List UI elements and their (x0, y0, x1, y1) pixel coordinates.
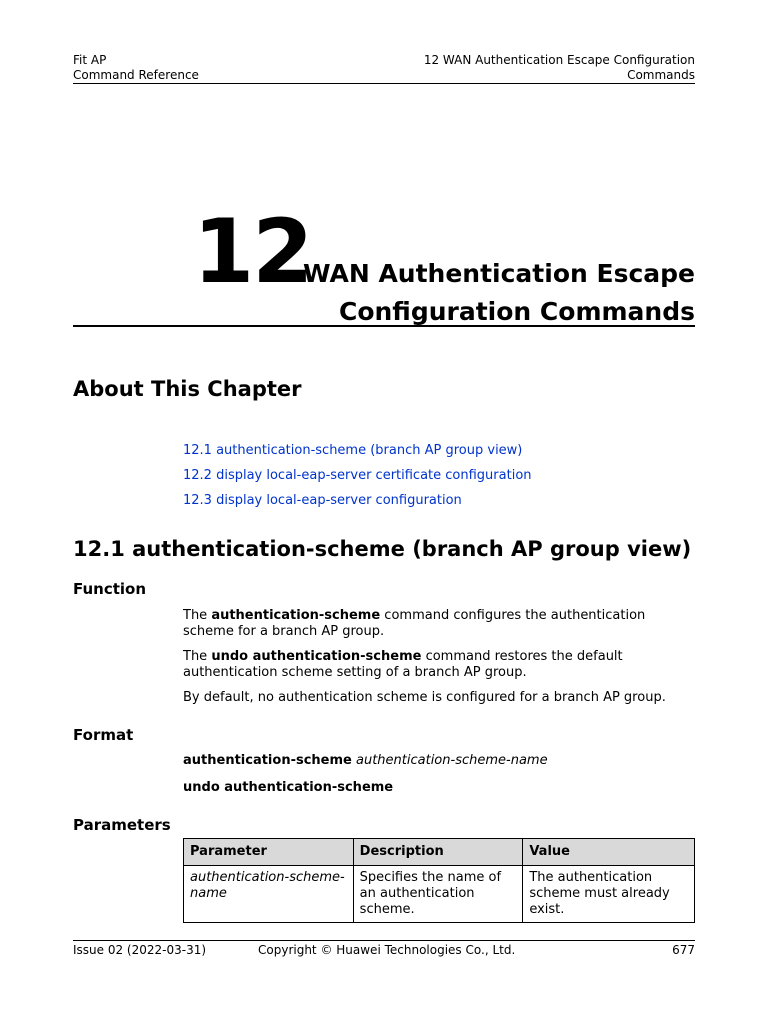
header-product: Fit AP (73, 53, 107, 67)
format-line-1 (183, 753, 695, 769)
function-heading: Function (73, 580, 147, 598)
parameters-heading: Parameters (73, 816, 171, 834)
chapter-number: 12 (193, 200, 312, 303)
format-line-2 (183, 780, 695, 796)
function-paragraph-2 (183, 649, 695, 681)
toc-link-12-3[interactable]: 12.3 display local-eap-server configuration (183, 493, 462, 508)
parameters-table (183, 838, 695, 923)
function-p1-command: authentication-scheme (211, 608, 381, 623)
chapter-toc (183, 442, 532, 517)
footer-issue: Issue 02 (2022-03-31) (73, 943, 207, 957)
function-p2-command: undo authentication-scheme (211, 649, 422, 664)
function-p1-pre: The (183, 608, 212, 623)
function-paragraph-3: By default, no authentication scheme is configured for a branch AP group. (183, 690, 666, 705)
header-chapter-line1: 12 WAN Authentication Escape Configuration (423, 53, 695, 67)
footer-divider (73, 940, 695, 941)
col-header-value: Value (523, 839, 695, 866)
function-p2-post: command restores the default authentication scheme setting of a branch AP group. (183, 649, 623, 680)
format-command: authentication-scheme (183, 753, 352, 768)
running-header-right (424, 53, 695, 83)
col-header-parameter: Parameter (184, 839, 354, 866)
footer-page-number: 677 (672, 943, 695, 957)
header-doc-type: Command Reference (73, 68, 199, 82)
function-p2-pre: The (183, 649, 212, 664)
table-row (184, 866, 695, 923)
function-paragraph-1 (183, 608, 695, 640)
cell-value: The authentication scheme must already exist. (523, 866, 695, 923)
about-chapter-heading: About This Chapter (73, 377, 302, 401)
col-header-description: Description (353, 839, 523, 866)
header-chapter-line2: Commands (627, 68, 695, 82)
format-undo-command: undo authentication-scheme (183, 780, 394, 795)
toc-link-12-1[interactable]: 12.1 authentication-scheme (branch AP group view) (183, 443, 523, 458)
toc-link-12-2[interactable]: 12.2 display local-eap-server certificate configuration (183, 468, 532, 483)
function-p1-post: command configures the authentication scheme for a branch AP group. (183, 608, 646, 639)
chapter-divider (73, 325, 695, 327)
section-heading: 12.1 authentication-scheme (branch AP group view) (73, 537, 692, 561)
running-header-left (73, 53, 199, 83)
cell-description: Specifies the name of an authentication scheme. (353, 866, 523, 923)
table-header-row (184, 839, 695, 866)
format-argument: authentication-scheme-name (356, 753, 548, 768)
format-heading: Format (73, 726, 134, 744)
chapter-title (300, 255, 695, 331)
chapter-title-line2: Configuration Commands (338, 297, 695, 326)
footer-copyright: Copyright © Huawei Technologies Co., Ltd. (258, 943, 516, 957)
cell-parameter: authentication-scheme-name (184, 866, 354, 923)
chapter-title-line1: WAN Authentication Escape (303, 259, 695, 288)
header-divider (73, 83, 695, 84)
